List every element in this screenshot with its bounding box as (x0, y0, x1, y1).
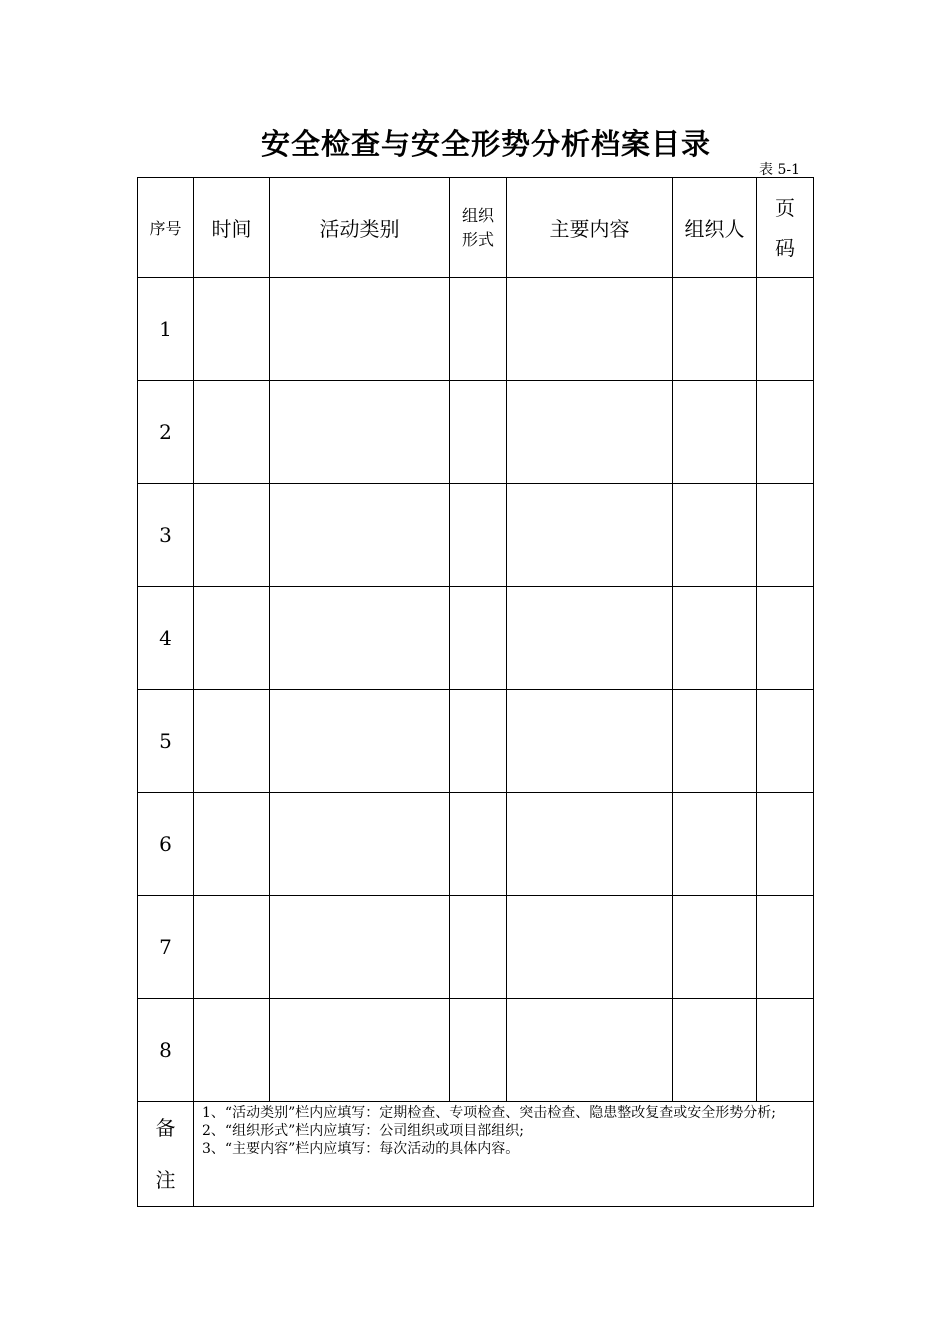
cell-activity-type[interactable] (270, 278, 450, 381)
notes-label-line1: 备 (155, 1116, 176, 1140)
note-item-2: 2、“组织形式”栏内应填写：公司组织或项目部组织; (202, 1123, 524, 1139)
header-org-form-line1: 组织 (461, 205, 494, 225)
note-item-3: 3、“主要内容”栏内应填写：每次活动的具体内容。 (202, 1141, 520, 1157)
document-title: 安全检查与安全形势分析档案目录 (260, 127, 711, 161)
header-org-form-line2: 形式 (461, 229, 494, 249)
row-number: 2 (138, 381, 194, 484)
cell-time[interactable] (194, 278, 270, 381)
note-item-1: 1、“活动类别”栏内应填写：定期检查、专项检查、突击检查、隐患整改复查或安全形势分析; (202, 1105, 776, 1121)
cell-page[interactable] (757, 587, 814, 690)
cell-activity-type[interactable] (270, 587, 450, 690)
header-organizer: 组织人 (673, 178, 757, 278)
header-seq: 序号 (138, 178, 194, 278)
cell-main-content[interactable] (507, 896, 673, 999)
table-row (138, 690, 814, 793)
cell-org-form[interactable] (450, 587, 507, 690)
cell-org-form[interactable] (450, 278, 507, 381)
cell-main-content[interactable] (507, 793, 673, 896)
row-number: 4 (138, 587, 194, 690)
table-row (138, 896, 814, 999)
cell-activity-type[interactable] (270, 484, 450, 587)
cell-main-content[interactable] (507, 381, 673, 484)
cell-time[interactable] (194, 484, 270, 587)
row-number: 1 (138, 278, 194, 381)
cell-org-form[interactable] (450, 793, 507, 896)
header-page (757, 178, 814, 278)
cell-time[interactable] (194, 381, 270, 484)
header-time: 时间 (194, 178, 270, 278)
header-org-form (450, 178, 507, 278)
cell-time[interactable] (194, 793, 270, 896)
cell-org-form[interactable] (450, 484, 507, 587)
cell-page[interactable] (757, 690, 814, 793)
header-row (138, 178, 814, 278)
cell-page[interactable] (757, 999, 814, 1102)
cell-main-content[interactable] (507, 999, 673, 1102)
cell-time[interactable] (194, 690, 270, 793)
notes-label (138, 1102, 194, 1207)
notes-body (194, 1102, 814, 1207)
cell-org-form[interactable] (450, 690, 507, 793)
row-number: 7 (138, 896, 194, 999)
catalog-table (137, 177, 814, 1207)
row-number: 8 (138, 999, 194, 1102)
table-row (138, 278, 814, 381)
cell-organizer[interactable] (673, 278, 757, 381)
cell-organizer[interactable] (673, 484, 757, 587)
cell-main-content[interactable] (507, 484, 673, 587)
table-row (138, 381, 814, 484)
cell-page[interactable] (757, 381, 814, 484)
cell-organizer[interactable] (673, 690, 757, 793)
cell-page[interactable] (757, 484, 814, 587)
table-row (138, 587, 814, 690)
cell-organizer[interactable] (673, 896, 757, 999)
cell-main-content[interactable] (507, 690, 673, 793)
cell-activity-type[interactable] (270, 690, 450, 793)
cell-page[interactable] (757, 278, 814, 381)
cell-time[interactable] (194, 896, 270, 999)
header-main-content: 主要内容 (507, 178, 673, 278)
notes-row (138, 1102, 814, 1207)
row-number: 3 (138, 484, 194, 587)
cell-organizer[interactable] (673, 587, 757, 690)
cell-main-content[interactable] (507, 587, 673, 690)
cell-main-content[interactable] (507, 278, 673, 381)
table-row (138, 793, 814, 896)
cell-activity-type[interactable] (270, 999, 450, 1102)
cell-page[interactable] (757, 896, 814, 999)
cell-activity-type[interactable] (270, 896, 450, 999)
table-number: 表 5-1 (759, 162, 800, 178)
cell-activity-type[interactable] (270, 381, 450, 484)
cell-org-form[interactable] (450, 896, 507, 999)
notes-label-line2: 注 (155, 1168, 176, 1192)
row-number: 5 (138, 690, 194, 793)
table-row (138, 999, 814, 1102)
header-page-line2: 码 (775, 235, 795, 260)
cell-time[interactable] (194, 587, 270, 690)
cell-organizer[interactable] (673, 793, 757, 896)
header-activity-type: 活动类别 (270, 178, 450, 278)
header-page-line1: 页 (775, 195, 795, 220)
cell-org-form[interactable] (450, 999, 507, 1102)
cell-organizer[interactable] (673, 381, 757, 484)
cell-organizer[interactable] (673, 999, 757, 1102)
cell-page[interactable] (757, 793, 814, 896)
row-number: 6 (138, 793, 194, 896)
cell-org-form[interactable] (450, 381, 507, 484)
table-row (138, 484, 814, 587)
cell-time[interactable] (194, 999, 270, 1102)
cell-activity-type[interactable] (270, 793, 450, 896)
